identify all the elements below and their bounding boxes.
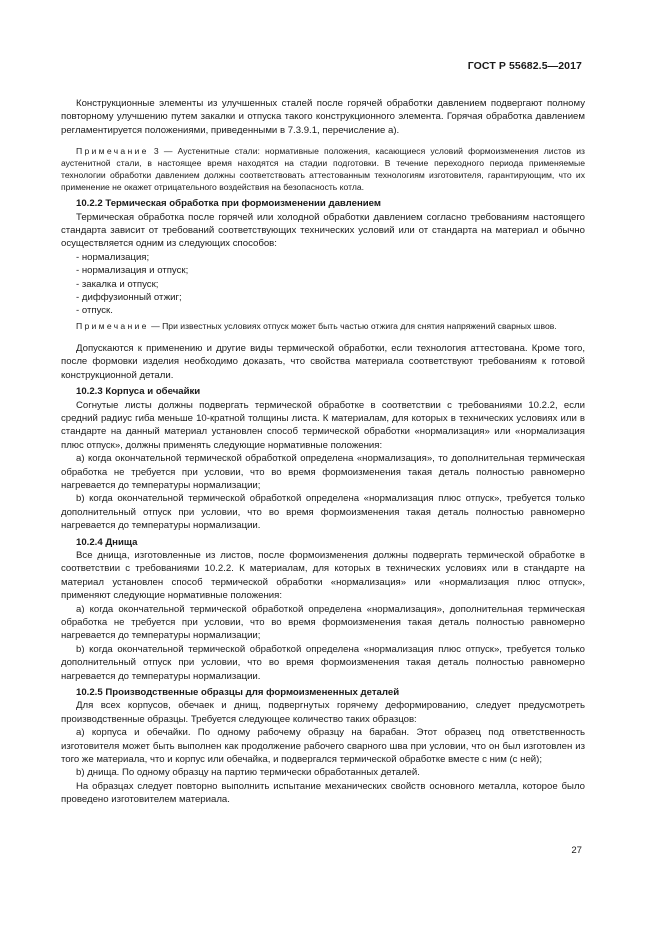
note-text: 3 — Аустенитные стали: нормативные положения, касающиеся условий формоизменения листов из аустенитной стали, в настоящее время находятся на стадии подготовки. В течение переходного периода применяемые технологии обработки давлением должны соответствовать аттестованным технологиям изготовителя, гарантирующим, что их применение не окажет отрицательного воздействия на безопасность котла. [61,146,585,193]
paragraph: Все днища, изготовленные из листов, после формоизменения должны подвергать термической обработке в соответствии с требованиями 10.2.2. К материалам, для которых в технических условиях или в стандарте на материал установлен способ термической обработки «нормализация» или «нормализация плюс отпуск», применяют следующие нормативные положения: [61,549,585,602]
note-label: Примечание [76,146,149,157]
paragraph: Конструкционные элементы из улучшенных сталей после горячей обработки давлением подвергают полному повторному улучшению путем закалки и отпуска такого конструкционного элемента. Горячая обработка давлением регламентируется положениями, приведенными в 7.3.9.1, перечисление а). [61,98,585,136]
paragraph: b) когда окончательной термической обработкой определена «нормализация плюс отпуск», требуется только дополнительный отпуск при условии, что во время формоизменения такая деталь полностью равномерно нагревается до температуры нормализации. [61,643,585,682]
paragraph: Согнутые листы должны подвергать термической обработке в соответствии с требованиями 10.2.2, если средний радиус гиба меньше 10-кратной толщины листа. К материалам, для которых в технических условиях или в стандарте на данный материал установлен способ термической обработки «нормализация» или «нормализация плюс отпуск», должны применять следующие нормативные положения: [61,399,585,451]
note-text: — При известных условиях отпуск может быть частью отжига для снятия напряжений сварных швов. [148,320,557,331]
list-item: - диффузионный отжиг; [76,292,182,304]
section-heading: 10.2.2 Термическая обработка при формоизменении давлением [76,198,381,210]
note-label: Примечание [76,320,149,331]
paragraph: а) когда окончательной термической обработкой определена «нормализация», дополнительная термическая обработка не требуется при условии, что во время формоизменения такая деталь полностью равномерно нагревается до температуры нормализации; [61,603,585,642]
method-list [61,251,585,318]
section-heading: 10.2.3 Корпуса и обечайки [76,386,201,398]
section-heading: 10.2.5 Производственные образцы для формоизмененных деталей [76,687,400,699]
page-body [61,97,585,807]
list-item: - нормализация и отпуск; [76,265,189,277]
paragraph: Допускаются к применению и другие виды термической обработки, если технология аттестована. Кроме того, после формовки изделия необходимо доказать, что свойства материала соответствуют требованиям к готовой конструкционной детали. [61,342,585,381]
note [61,320,585,332]
list-item: - нормализация; [76,251,150,263]
note [61,145,585,193]
paragraph: а) когда окончательной термической обработкой определена «нормализация», то дополнительная термическая обработка не требуется при условии, что во время формоизменения такая деталь полностью равномерно нагревается до температуры нормализации; [61,453,585,491]
page-number: 27 [571,845,582,856]
document-code: ГОСТ Р 55682.5—2017 [467,60,582,72]
section-heading: 10.2.4 Днища [76,536,138,548]
paragraph: b) днища. По одному образцу на партию термически обработанных деталей. [76,767,420,779]
paragraph: Термическая обработка после горячей или холодной обработки давлением согласно требованиям настоящего стандарта зависит от требований соответствующих технических условий или от стандарта на материал и обычно осуществляется одним из следующих способов: [61,211,585,250]
paragraph: а) корпуса и обечайки. По одному рабочему образцу на барабан. Этот образец под ответственность изготовителя может быть выполнен как продолжение рабочего сварного шва при условии, что он был изготовлен из того же материала, что и корпус или обечайка, и подвергался термической обработке вместе с ним (с ней); [61,727,585,766]
list-item: - отпуск. [76,305,113,317]
list-item: - закалка и отпуск; [76,278,159,290]
paragraph: На образцах следует повторно выполнить испытание механических свойств основного металла, которое было проведено изготовителем материала. [61,780,585,806]
paragraph: b) когда окончательной термической обработкой определена «нормализация плюс отпуск», требуется только дополнительный отпуск при условии, что во время формоизменения такая деталь полностью равномерно нагревается до температуры нормализации. [61,493,585,532]
paragraph: Для всех корпусов, обечаек и днищ, подвергнутых горячему деформированию, следует предусмотреть производственные образцы. Требуется следующее количество таких образцов: [61,700,585,725]
